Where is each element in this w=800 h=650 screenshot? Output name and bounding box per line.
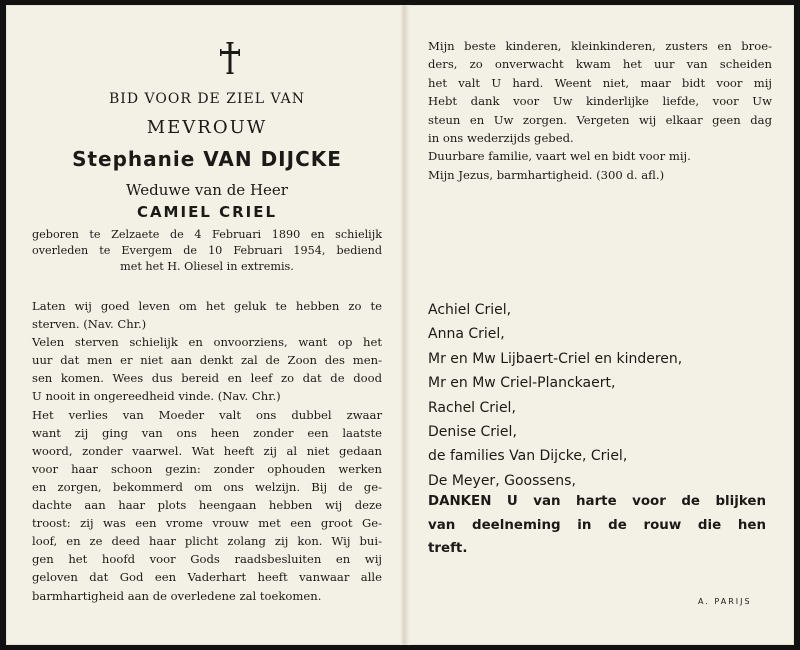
verse-line: Mijn Jezus, barmhartigheid. (300 d. afl.): [428, 167, 665, 182]
prayer-heading: BID VOOR DE ZIEL VAN: [109, 91, 305, 107]
widow-line: Weduwe van de Heer: [126, 181, 288, 199]
birth-line: overleden te Evergem de 10 Februari 1954, bediend: [32, 244, 382, 257]
thanks-line: van deelneming in de rouw die hen: [428, 517, 766, 533]
text-line: want zij ging van ons heen zonder een laatste: [32, 425, 382, 440]
family-member: Mr en Mw Lijbaert-Criel en kinderen,: [428, 350, 683, 367]
card-fold: [400, 5, 410, 645]
text-line: uur dat men er niet aan denkt zal de Zoon des men-: [32, 353, 382, 368]
text-line: troost: zij was een vrome vrouw met een groot Ge-: [32, 516, 382, 531]
family-member: de families Van Dijcke, Criel,: [428, 448, 628, 465]
right-panel: [422, 5, 772, 645]
thanks-message: [428, 490, 766, 561]
text-line: woord, zonder vaarwel. Wat heeft zij al niet gedaan: [32, 443, 382, 458]
family-member: Denise Criel,: [428, 424, 517, 441]
verse-line: Duurbare familie, vaart wel en bidt voor mij.: [428, 149, 691, 164]
thanks-line: DANKEN U van harte voor de blijken: [428, 494, 766, 509]
text-line: Velen sterven schielijk en onvoorziens, want op het: [32, 335, 382, 350]
family-member: Rachel Criel,: [428, 399, 516, 416]
text-line: U nooit in ongereedheid vinde. (Nav. Chr.): [32, 389, 281, 404]
text-line: dachte aan haar plots heengaan hebben wij deze: [32, 498, 382, 513]
text-line: sterven. (Nav. Chr.): [32, 317, 147, 332]
text-line: en zorgen, bekommerd om ons welzijn. Bij de ge-: [32, 479, 382, 494]
text-line: voor haar schoon gezin: zonder ophouden werken: [32, 461, 382, 476]
family-list: [428, 298, 772, 493]
family-member: Achiel Criel,: [428, 302, 512, 318]
text-line: barmhartigheid aan de overledene zal toekomen.: [32, 588, 322, 603]
verse-line: in ons wederzijds gebed.: [428, 131, 574, 146]
text-line: Laten wij goed leven om het geluk te hebben zo te: [32, 299, 382, 313]
family-member: Anna Criel,: [428, 326, 505, 343]
family-member: De Meyer, Goossens,: [428, 472, 576, 489]
farewell-verse: [428, 37, 772, 184]
husband-name: CAMIEL CRIEL: [136, 203, 278, 221]
thanks-line: treft.: [428, 541, 468, 556]
family-member: Mr en Mw Criel-Planckaert,: [428, 375, 616, 392]
verse-line: ders, zo onverwacht kwam het uur van scheiden: [428, 57, 772, 72]
verse-line: steun en Uw zorgen. Vergeten wij elkaar geen dag: [428, 112, 772, 127]
reflection-text: [32, 297, 382, 605]
verse-line: het valt U hard. Weent niet, maar bidt voor mij: [428, 75, 772, 90]
left-panel: [32, 5, 382, 645]
birth-line: met het H. Oliesel in extremis.: [120, 260, 294, 273]
text-line: loof, en ze deed haar plicht zolang zij kon. Wij bui-: [32, 534, 382, 549]
birth-death-details: [32, 227, 382, 275]
verse-line: Hebt dank voor Uw kinderlijke liefde, voor Uw: [428, 94, 772, 109]
birth-line: geboren te Zelzaete de 4 Februari 1890 en schielijk: [32, 228, 382, 241]
verse-line: Mijn beste kinderen, kleinkinderen, zusters en broe-: [428, 39, 772, 53]
cross-icon: [218, 41, 242, 75]
text-line: gen het hoofd voor Gods raadsbesluiten en wij: [32, 552, 382, 567]
printer-credit: A. PARIJS: [698, 597, 752, 606]
text-line: sen komen. Wees dus bereid en leef zo dat de dood: [32, 371, 382, 386]
deceased-name: Stephanie VAN DIJCKE: [72, 147, 342, 171]
honorific: MEVROUW: [146, 117, 268, 138]
text-line: Het verlies van Moeder valt ons dubbel zwaar: [32, 407, 382, 422]
text-line: geloven dat God een Vaderhart heeft vanwaar alle: [32, 570, 382, 585]
memorial-card: [6, 5, 794, 645]
